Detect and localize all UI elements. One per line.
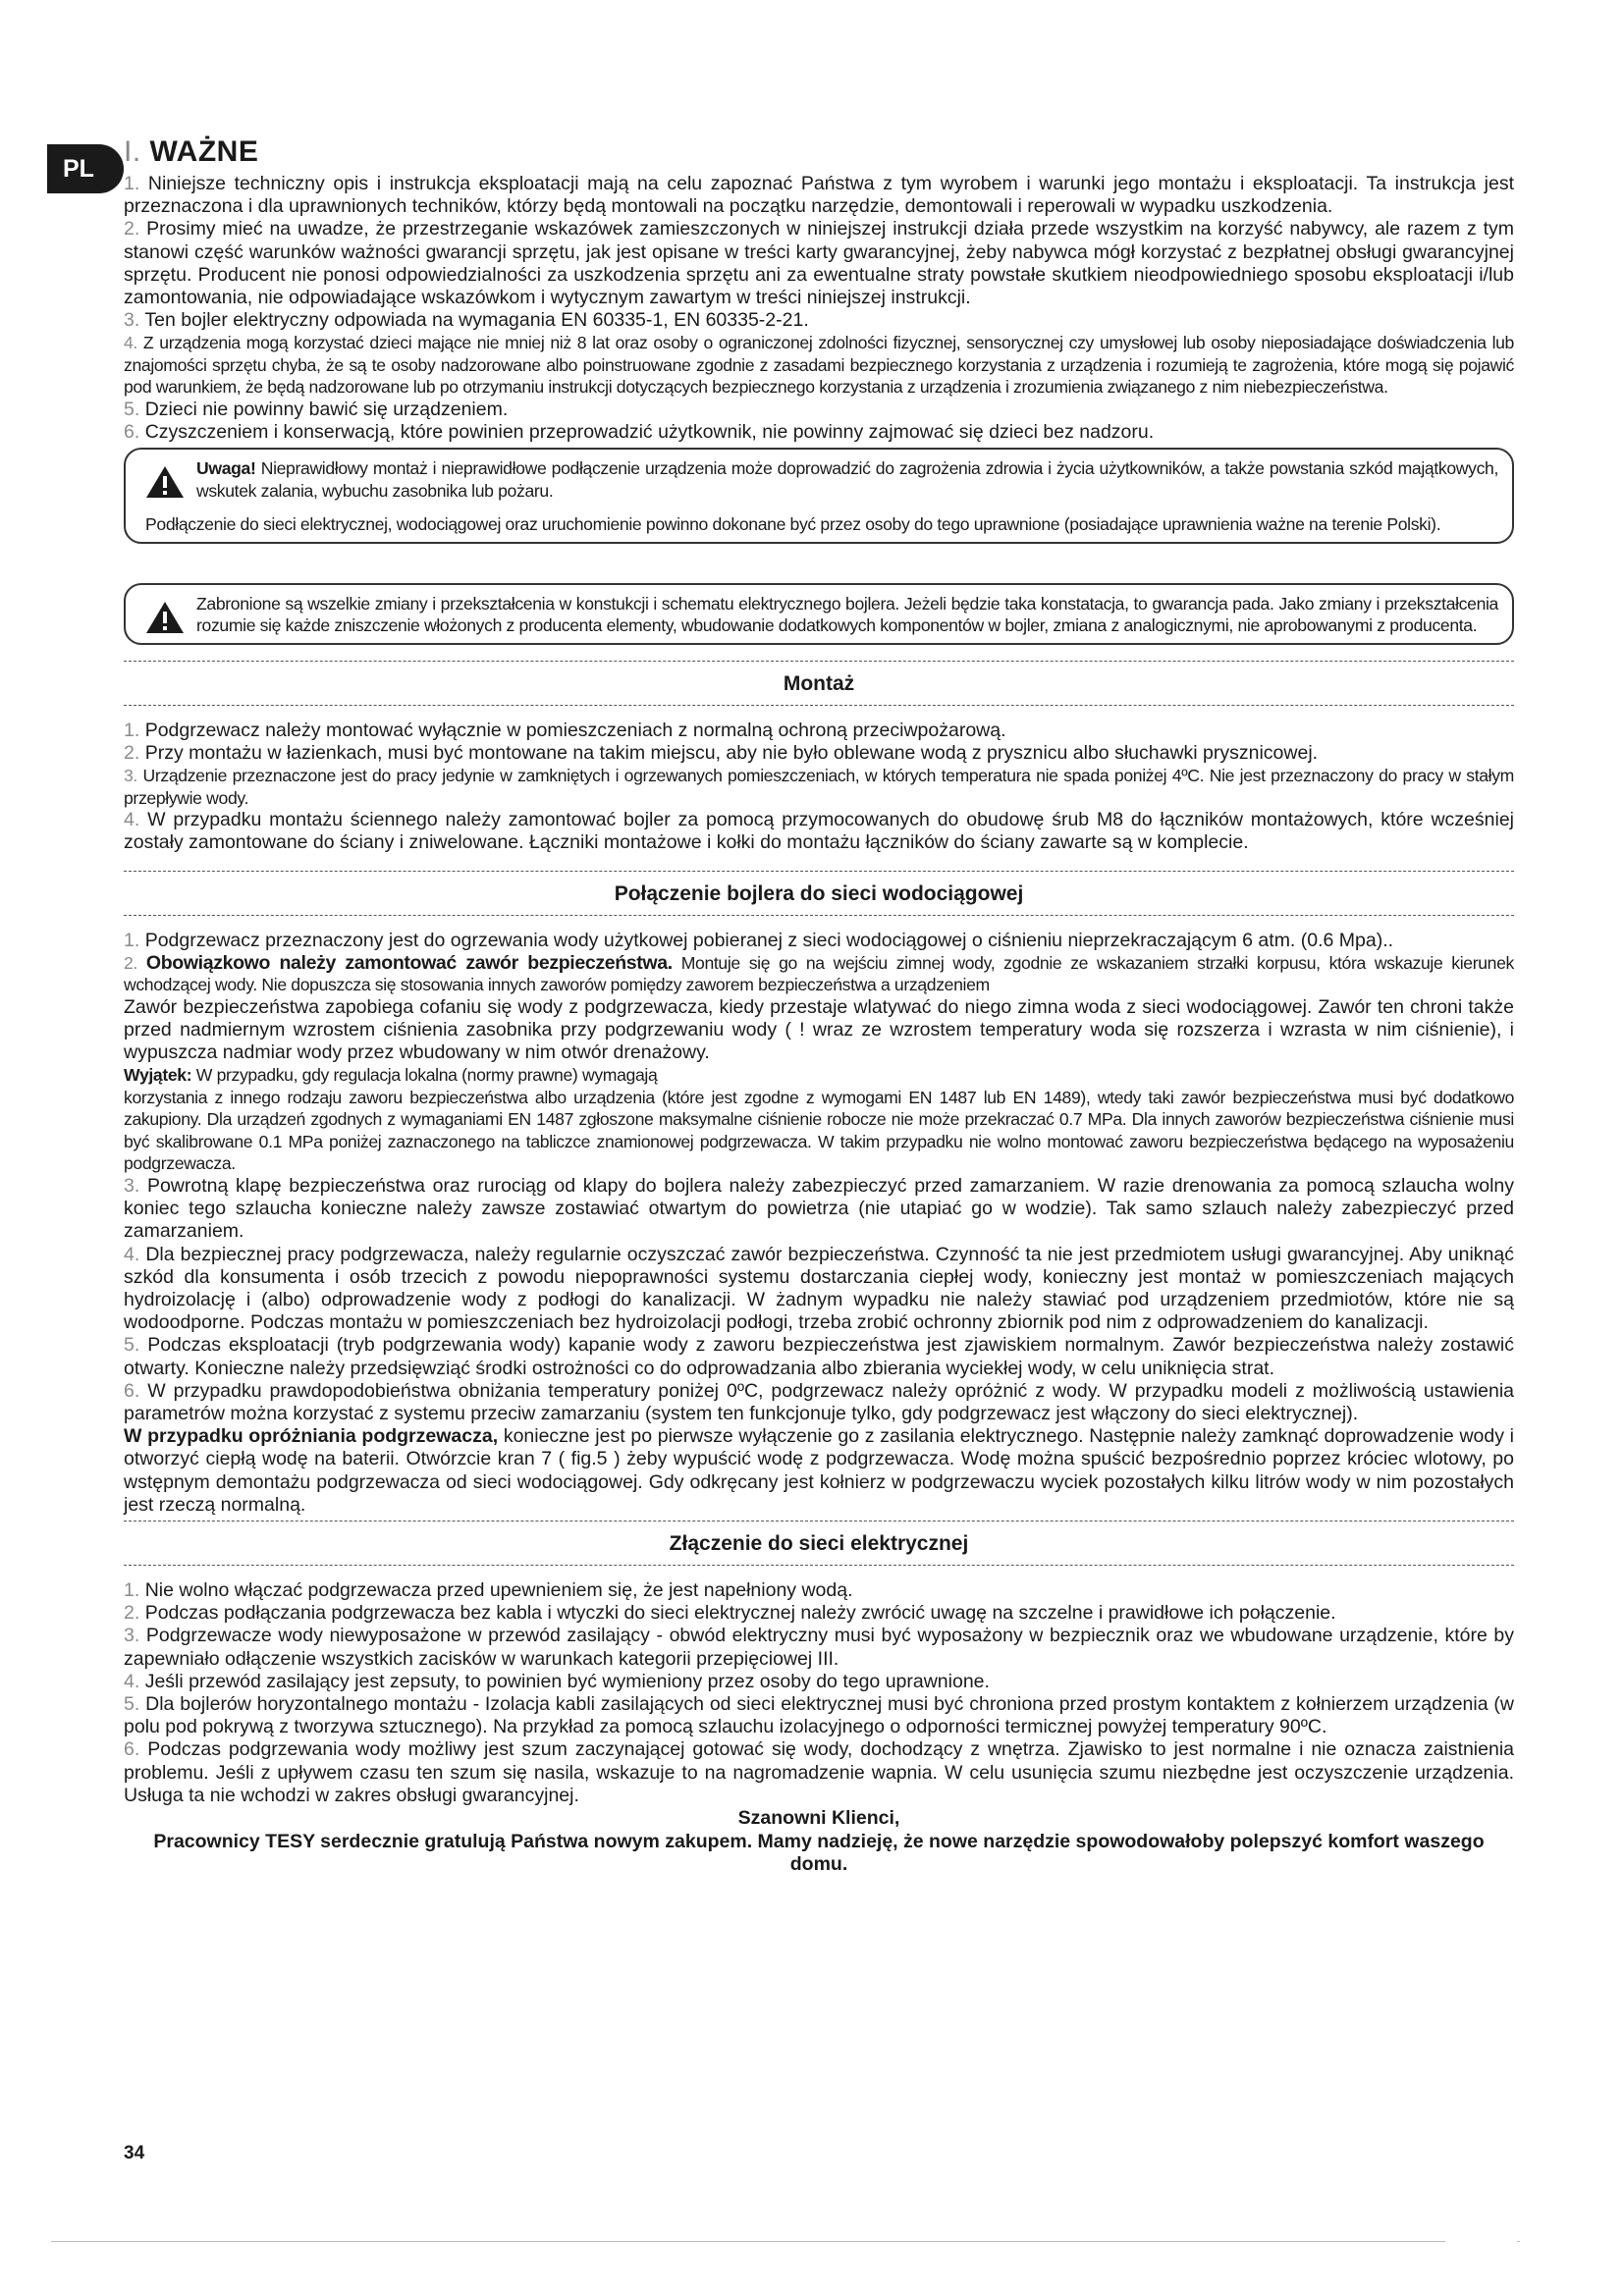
item-text: Przy montażu w łazienkach, musi być montowane na takim miejscu, aby nie było oblewane wodą z prysznicu albo słuchawki prysznicowej. bbox=[144, 742, 1319, 765]
list-item bbox=[124, 952, 1514, 996]
list-item bbox=[124, 765, 1514, 809]
item-number: 6. bbox=[124, 1379, 140, 1402]
item-text: Urządzenie przeznaczone jest do pracy jedynie w zamkniętych i ogrzewanych pomieszczeniach, w których temperatura nie spada poniżej 4ºC. Nie jest przeznaczony do pracy w stałym przepływie wody. bbox=[124, 766, 1514, 808]
footer-rule bbox=[51, 2241, 1445, 2242]
item-number: 2. bbox=[124, 218, 140, 240]
item-text: Dzieci nie powinny bawić się urządzeniem. bbox=[144, 398, 509, 420]
important-list bbox=[124, 173, 1514, 444]
item-text: Podczas podgrzewania wody możliwy jest szum zaczynającej gotować się wody, dochodzący z wnętrza. Zjawisko to jest normalne i nie oznacza zaistnienia problemu. Jeśli z upływem czasu ten szum się nasila, wskazuje to na nagromadzenie wapnia. W celu usunięcia szumu niezbędne jest oczyszczenie urządzenia. Usługa ta nie wchodzi w zakres obsługi gwarancyjnej. bbox=[124, 1738, 1514, 1806]
item-text: Podgrzewacz przeznaczony jest do ogrzewania wody użytkowej pobieranej z sieci wodociągowej o ciśnieniu nieprzekraczającym 6 atm. (0.6 Mpa).. bbox=[144, 929, 1394, 951]
list-item bbox=[124, 1175, 1514, 1244]
item-number: 4. bbox=[124, 1670, 140, 1692]
list-item bbox=[124, 1738, 1514, 1807]
item-text: Podgrzewacz należy montować wyłącznie w pomieszczeniach z normalną ochroną przeciwpożarową. bbox=[144, 719, 1006, 741]
heading-text: WAŻNE bbox=[149, 135, 259, 168]
item-text: Dla bojlerów horyzontalnego montażu - Izolacja kabli zasilających od sieci elektrycznej musi być chroniona przed prostym kontaktem z kołnierzem urządzenia (w polu pod pokrywą z tworzywa sztucznego). Na przykład za pomocą szlauchu izolacyjnego o odporności termicznej powyżej temperatury 90ºC. bbox=[124, 1693, 1514, 1738]
item-text: Dla bezpiecznej pracy podgrzewacza, należy regularnie oczyszczać zawór bezpieczeństwa. Czynność ta nie jest przedmiotem usługi gwarancyjnej. Aby uniknąć szkód dla konsumenta i osób trzecich z powodu niepoprawności systemu dostarczania ciepłej wody, konieczny jest montaż w pomieszczeniach mających hydroizolację i (albo) odprowadzenie wody z podłogi do kanalizacji. W żadnym wypadku nie należy stawiać pod urządzeniem przedmiotów, które nie są wodoodporne. Podczas montażu w pomieszczeniach bez hydroizolacji podłogi, trzeba zrobić ochronny zbiornik pod nim z odprowadzeniem do kanalizacji. bbox=[124, 1243, 1514, 1334]
list-item bbox=[124, 309, 1514, 332]
list-item bbox=[124, 1671, 1514, 1693]
item-text: Nie wolno włączać podgrzewacza przed upewnieniem się, że jest napełniony wodą. bbox=[144, 1579, 853, 1601]
item-text: Podgrzewacze wody niewyposażone w przewód zasilający - obwód elektryczny musi być wyposażony w bezpiecznik oraz we wbudowane urządzenie, które by zapewniało odłączenie wszystkich zacisków w warunkach kategorii przepięciowej III. bbox=[124, 1625, 1515, 1670]
list-item bbox=[124, 1602, 1514, 1625]
page-number: 34 bbox=[124, 2143, 145, 2163]
divider bbox=[124, 705, 1514, 706]
item-text: W przypadku prawdopodobieństwa obniżania temperatury poniżej 0ºC, podgrzewacz należy opróżnić z wody. W przypadku modeli z możliwością ustawienia parametrów można korzystać z systemu przeciw zamarzaniu (system ten funkcjonuje tylko, gdy podgrzewacz jest włączony do sieci elektrycznej). bbox=[124, 1379, 1514, 1424]
item-text: Czyszczeniem i konserwacją, które powinien przeprowadzić użytkownik, nie powinny zajmować się dzieci bez nadzoru. bbox=[144, 421, 1155, 444]
section-heading-important bbox=[124, 135, 1514, 169]
item-number: 5. bbox=[124, 1334, 140, 1357]
warning-icon bbox=[145, 601, 185, 634]
item-number: 2. bbox=[124, 952, 137, 973]
list-item bbox=[124, 332, 1514, 399]
paragraph: korzystania z innego rodzaju zaworu bezpieczeństwa albo urządzenia (które jest zgodne z wymogami EN 1487 lub EN 1489), wtedy taki zawór bezpieczeństwa musi być dodatkowo zakupiony. Dla urządzeń zgodnych z wymaganiami EN 1487 zgłoszone maksymalne ciśnienie robocze nie może przekraczać 0.7 MPa. Dla innych zaworów bezpieczeństwa ciśnienie musi być skalibrowane 0.1 MPa poniżej zaznaczonego na tabliczce znamionowej podgrzewacza. W takim przypadku nie wolno montować zaworu bezpieczeństwa będącego na wyposażeniu podgrzewacza. bbox=[124, 1087, 1514, 1174]
exception-label: Wyjątek: bbox=[124, 1065, 192, 1086]
item-text: Podczas eksploatacji (tryb podgrzewania wody) kapanie wody z zaworu bezpieczeństwa jest zjawiskiem normalnym. Zawór bezpieczeństwa należy zostawić otwarty. Konieczne należy przedsięwziąć środki ostrożności co do odprowadzania albo zbierania wyciekłej wody, w celu uniknięcia strat. bbox=[124, 1334, 1514, 1379]
draining-label: W przypadku opróżniania podgrzewacza, bbox=[124, 1425, 499, 1448]
list-item bbox=[124, 930, 1514, 952]
warning-box-modifications bbox=[124, 583, 1514, 645]
item-number: 4. bbox=[124, 333, 137, 353]
item-text: Ten bojler elektryczny odpowiada na wymagania EN 60335-1, EN 60335-2-21. bbox=[144, 309, 809, 332]
list-item bbox=[124, 720, 1514, 742]
section-title: Złączenie do sieci elektrycznej bbox=[669, 1532, 969, 1555]
footer-tick bbox=[1517, 2241, 1520, 2242]
warning-icon bbox=[145, 465, 185, 499]
montaz-list bbox=[124, 720, 1514, 855]
heading-number: I. bbox=[124, 135, 141, 168]
section-montaz bbox=[124, 661, 1514, 855]
item-number: 5. bbox=[124, 1693, 140, 1716]
section-title: Połączenie bojlera do sieci wodociągowej bbox=[614, 881, 1024, 905]
list-item bbox=[124, 1579, 1514, 1602]
item-text: Podczas podłączania podgrzewacza bez kabla i wtyczki do sieci elektrycznej należy zwrócić uwagę na szczelne i prawidłowe ich połączenie. bbox=[144, 1602, 1336, 1625]
item-text: Niniejsze techniczny opis i instrukcja eksploatacji mają na celu zapoznać Państwa z tym wyrobem i warunki jego montażu i eksploatacji. Ta instrukcja jest przeznaczona i dla uprawnionych techników, którzy będą montowali na początku narzędzie, demontowali i reperowali w wypadku uszkodzenia. bbox=[124, 173, 1515, 218]
closing-greeting: Szanowni Klienci, bbox=[737, 1807, 900, 1830]
modifications-warning-text: Zabronione są wszelkie zmiany i przekształcenia w konstukcji i schematu elektrycznego bojlera. Jeżeli będzie taka konstatacja, to gwarancja pada. Jako zmiany i przekształcenia rozumie się każde zniszczenie włożonych z producenta elementy, wbudowanie dodatkowych komponentów w bojler, zmiana z analogicznymi, nie aprobowanymi z producenta. bbox=[196, 593, 1498, 636]
paragraph bbox=[124, 1064, 1514, 1087]
item-text: W przypadku montażu ściennego należy zamontować bojler za pomocą przymocowanych do obudowę śrub M8 do łączników montażowych, które wcześniej zostały zamontowane do ściany i zniwelowane. Łączniki montażowe i kołki do montażu łączników do ściany zawarte są w komplecie. bbox=[124, 809, 1515, 854]
item-number: 3. bbox=[124, 1625, 140, 1647]
section-title: Montaż bbox=[783, 671, 855, 695]
item-number: 4. bbox=[124, 1243, 140, 1265]
item-number: 1. bbox=[124, 173, 140, 194]
list-item bbox=[124, 1380, 1514, 1425]
item-number: 3. bbox=[124, 766, 137, 786]
warning-text bbox=[196, 457, 1498, 502]
item-bold: Obowiązkowo należy zamontować zawór bezpieczeństwa. bbox=[145, 951, 673, 974]
item-text: Prosimy mieć na uwadze, że przestrzeganie wskazówek zamieszczonych w niniejszej instrukcji działa przede wszystkim na korzyść nabywcy, ale razem z tym stanowi część warunków ważności gwarancji sprzętu, jak jest opisane w treści karty gwarancyjnej, żeby nabywca mógł korzystać z bezpłatnej obsługi gwarancyjnej sprzętu. Producent nie ponosi odpowiedzialności za uszkodzenia sprzętu ani za ewentualne straty powstałe skutkiem nieodpowiedniego sposobu eksploatacji i/lub zamontowania, nie odpowiadające wskazówkom i wytycznym zawartym w treści niniejszej instrukcji. bbox=[124, 218, 1515, 309]
item-number: 1. bbox=[124, 929, 140, 951]
paragraph: Zawór bezpieczeństwa zapobiega cofaniu się wody z podgrzewacza, kiedy przestaje wlatywać do niego zimna woda z sieci wodociągowej. Zawór ten chroni także przed nadmiernym wzrostem ciśnienia zasobnika przy podgrzewaniu wody ( ! wraz ze wzrostem temperatury woda się rozszerza i wzrasta w nim ciśnienie), i wypuszcza nadmiar wody przez wbudowany w nim otwór drenażowy. bbox=[124, 995, 1514, 1064]
list-item bbox=[124, 399, 1514, 421]
item-number: 3. bbox=[124, 1174, 140, 1197]
language-tab: PL bbox=[47, 144, 124, 193]
item-number: 5. bbox=[124, 398, 140, 420]
item-text: Z urządzenia mogą korzystać dzieci mające nie mniej niż 8 lat oraz osoby o ograniczonej zdolności fizycznej, sensorycznej czy umysłowej lub osoby nieposiadające doświadczenia lub znajomości sprzętu chyba, że są te osoby nadzorowane albo poinstruowane zgodnie z zasadami bezpiecznego korzystania z urządzenia i rozumieją te zagrożenia, które mogą się pojawić pod warunkiem, że będą nadzorowane lub po otrzymaniu instrukcji dotyczących bezpiecznego korzystania z urządzenia i zrozumienia związanego z nim niebezpieczeństwa. bbox=[124, 333, 1514, 398]
list-item bbox=[124, 421, 1514, 444]
list-item bbox=[124, 1693, 1514, 1738]
exception-text: W przypadku, gdy regulacja lokalna (normy prawne) wymagają bbox=[191, 1065, 658, 1086]
item-number: 6. bbox=[124, 1738, 140, 1761]
section-electric-connection bbox=[124, 1521, 1514, 1877]
item-text: Jeśli przewód zasilający jest zepsuty, to powinien być wymieniony przez osoby do tego uprawnione. bbox=[144, 1670, 990, 1692]
warning-lead: Uwaga! bbox=[196, 458, 256, 479]
divider bbox=[124, 915, 1514, 916]
list-item bbox=[124, 1334, 1514, 1379]
item-number: 4. bbox=[124, 809, 140, 831]
item-number: 2. bbox=[124, 1602, 140, 1625]
item-text: Powrotną klapę bezpieczeństwa oraz rurociąg od klapy do bojlera należy zabezpieczyć przed zamarzaniem. W razie drenowania za pomocą szlaucha wolny koniec tego szlaucha konieczne należy zawsze zostawiać otwartym do powietrza (nie utapiać go w wodzie). Tak samo szlauch należy zabezpieczyć przed zamarzaniem. bbox=[124, 1174, 1514, 1243]
list-item bbox=[124, 742, 1514, 765]
list-item bbox=[124, 809, 1514, 854]
item-number: 1. bbox=[124, 719, 140, 741]
item-text: Montuje się go na wejściu zimnej wody, zgodnie ze wskazaniem strzałki korpusu, która wskazuje kierunek wchodzącej wody. Nie dopuszcza się stosowania innych zaworów pomiędzy zaworem bezpieczeństwa a urządzeniem bbox=[124, 952, 1514, 995]
item-number: 1. bbox=[124, 1579, 140, 1601]
electric-list bbox=[124, 1579, 1514, 1807]
item-number: 6. bbox=[124, 421, 140, 444]
section-water-connection bbox=[124, 871, 1514, 1517]
list-item bbox=[124, 173, 1514, 218]
list-item bbox=[124, 218, 1514, 309]
draining-text: konieczne jest po pierwsze wyłączenie go z zasilania elektrycznego. Następnie należy zamknąć doprowadzenie wody i otworzyć ciepłą wodę na baterii. Otwórzcie kran 7 ( fig.5 ) żeby wypuścić wodę z podgrzewacza. Wodę można spuścić bezpośrednio poprzez króciec wlotowy, po wstępnym demontażu podgrzewacza od sieci wodociągowej. Gdy odkręcany jest kołnierz w podgrzewaczu wyciek pozostałych kilku litrów wody w nim pozostałych jest rzeczą normalną. bbox=[124, 1425, 1514, 1516]
item-number: 2. bbox=[124, 742, 140, 765]
page-content bbox=[124, 135, 1514, 1877]
paragraph bbox=[124, 1425, 1514, 1517]
list-item bbox=[124, 1244, 1514, 1335]
item-number: 3. bbox=[124, 309, 140, 332]
warning-box-connection bbox=[124, 448, 1514, 544]
divider bbox=[124, 1565, 1514, 1566]
closing-message: Pracownicy TESY serdecznie gratulują Państwa nowym zakupem. Mamy nadzieję, że nowe narzędzie spowodowałoby polepszyć komfort waszego domu. bbox=[153, 1830, 1485, 1876]
warning-connection-text: Podłączenie do sieci elektrycznej, wodociągowej oraz uruchomienie powinno dokonane być przez osoby do tego uprawnione (posiadające uprawnienia ważne na terenie Polski). bbox=[145, 514, 1441, 535]
water-body bbox=[124, 930, 1514, 1517]
list-item bbox=[124, 1625, 1514, 1670]
warning-body: Nieprawidłowy montaż i nieprawidłowe podłączenie urządzenia może doprowadzić do zagrożenia zdrowia i życia użytkowników, a także powstania szkód majątkowych, wskutek zalania, wybuchu zasobnika lub pożaru. bbox=[196, 458, 1498, 501]
